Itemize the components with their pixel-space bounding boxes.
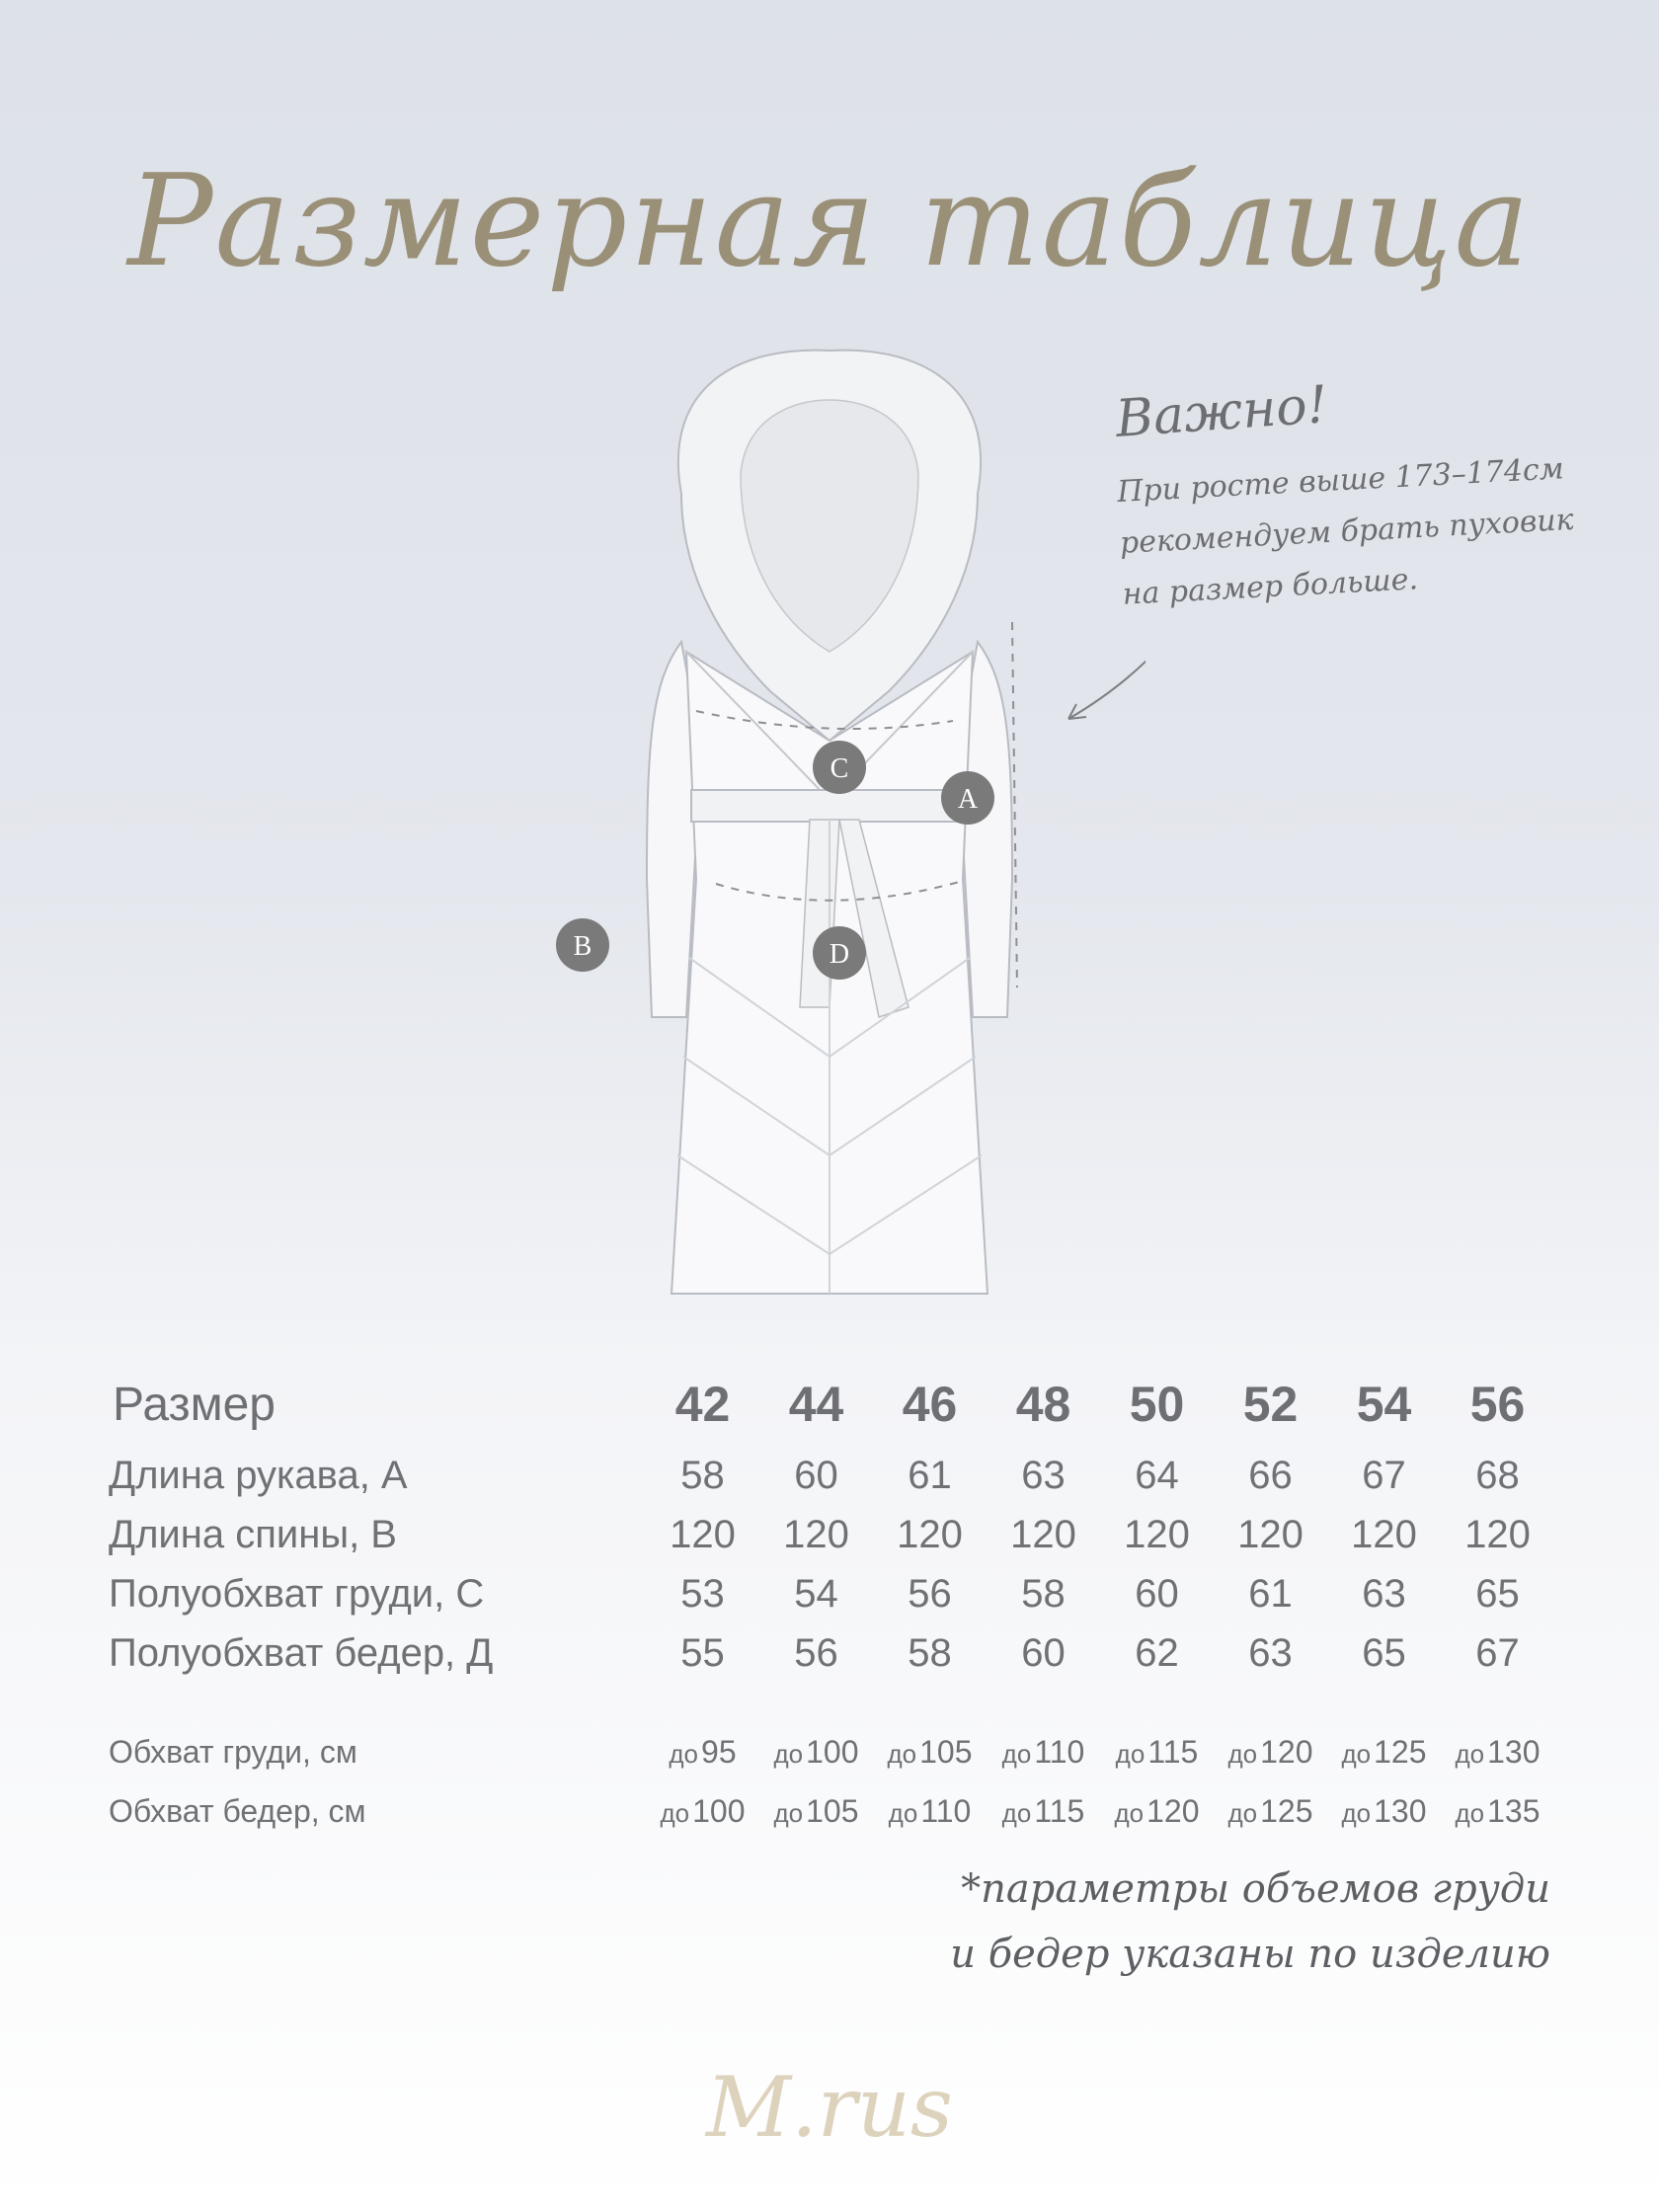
- prefix: до: [1341, 1797, 1372, 1828]
- value: 130: [1487, 1733, 1540, 1770]
- table-cell: 58: [908, 1630, 952, 1675]
- svg-text:B: B: [573, 931, 592, 962]
- value: 120: [1146, 1792, 1200, 1829]
- table-cell: [873, 1722, 987, 1781]
- value: 125: [1260, 1792, 1313, 1829]
- size-header-row: [99, 1363, 1554, 1446]
- table-cell: [646, 1781, 759, 1841]
- table-cell: 60: [1021, 1630, 1066, 1675]
- table-cell: [873, 1781, 987, 1841]
- table-cell: 120: [1351, 1512, 1417, 1556]
- table-cell: 68: [1475, 1453, 1520, 1497]
- table-cell: 120: [670, 1512, 736, 1556]
- table-cell: [1327, 1722, 1441, 1781]
- value: 115: [1034, 1792, 1085, 1829]
- prefix: до: [1455, 1738, 1485, 1769]
- table-row: [99, 1564, 1554, 1623]
- prefix: до: [1341, 1738, 1372, 1769]
- row-label: Длина спины, В: [109, 1512, 397, 1556]
- row-label: Обхват бедер, см: [109, 1792, 366, 1829]
- footnote-line: *параметры объемов груди: [961, 1866, 1550, 1912]
- prefix: до: [773, 1797, 804, 1828]
- prefix: до: [1114, 1797, 1145, 1828]
- table-row: [99, 1781, 1554, 1841]
- coat-illustration: [514, 326, 1146, 1313]
- row-label: Обхват груди, см: [109, 1733, 357, 1770]
- table-cell: [987, 1722, 1100, 1781]
- table-row: [99, 1505, 1554, 1564]
- table-cell: 64: [1135, 1453, 1179, 1497]
- table-cell: [646, 1722, 759, 1781]
- table-cell: 67: [1475, 1630, 1520, 1675]
- table-row: [99, 1623, 1554, 1683]
- row-label: Полуобхват бедер, Д: [109, 1630, 494, 1675]
- table-cell: 63: [1248, 1630, 1293, 1675]
- table-cell: 63: [1021, 1453, 1066, 1497]
- table-cell: [759, 1722, 873, 1781]
- table-cell: 56: [794, 1630, 838, 1675]
- table-cell: 63: [1362, 1571, 1406, 1616]
- prefix: до: [773, 1738, 804, 1769]
- table-spacer: [99, 1683, 1554, 1722]
- table-cell: 55: [680, 1630, 725, 1675]
- table-cell: 65: [1475, 1571, 1520, 1616]
- size-value: 44: [788, 1377, 844, 1432]
- value: 105: [806, 1792, 859, 1829]
- prefix: до: [669, 1738, 699, 1769]
- value: 135: [1487, 1792, 1540, 1829]
- table-cell: [1214, 1722, 1327, 1781]
- table-cell: 62: [1135, 1630, 1179, 1675]
- table-cell: [1441, 1722, 1554, 1781]
- table-cell: 120: [1237, 1512, 1304, 1556]
- prefix: до: [660, 1797, 690, 1828]
- note-heading: Важно!: [1113, 375, 1330, 449]
- marker-d: [813, 926, 866, 980]
- prefix: до: [1115, 1738, 1146, 1769]
- table-cell: 67: [1362, 1453, 1406, 1497]
- footnote: [918, 1856, 1550, 1987]
- prefix: до: [1455, 1797, 1485, 1828]
- size-value: 46: [902, 1377, 958, 1432]
- row-label: Полуобхват груди, С: [109, 1571, 485, 1616]
- table-cell: 66: [1248, 1453, 1293, 1497]
- size-value: 42: [674, 1377, 731, 1432]
- table-cell: [1100, 1781, 1214, 1841]
- svg-text:A: A: [957, 784, 979, 815]
- table-cell: 65: [1362, 1630, 1406, 1675]
- table-cell: [1327, 1781, 1441, 1841]
- size-value: 52: [1242, 1377, 1299, 1432]
- note-text: [1116, 440, 1636, 621]
- svg-text:C: C: [830, 753, 849, 784]
- svg-text:D: D: [829, 939, 850, 970]
- table-cell: [987, 1781, 1100, 1841]
- size-value: 50: [1129, 1377, 1185, 1432]
- table-cell: [1214, 1781, 1327, 1841]
- value: 120: [1260, 1733, 1313, 1770]
- brand-logo: M.rus: [705, 2059, 954, 2156]
- marker-a: [941, 771, 994, 825]
- table-cell: 58: [1021, 1571, 1066, 1616]
- table-row: [99, 1722, 1554, 1781]
- table-cell: 61: [1248, 1571, 1293, 1616]
- table-cell: [1441, 1781, 1554, 1841]
- prefix: до: [1227, 1738, 1258, 1769]
- table-cell: 54: [794, 1571, 838, 1616]
- value: 100: [806, 1733, 859, 1770]
- prefix: до: [1001, 1738, 1032, 1769]
- size-value: 56: [1469, 1377, 1526, 1432]
- table-cell: 120: [1010, 1512, 1076, 1556]
- table-cell: 60: [1135, 1571, 1179, 1616]
- row-label: Длина рукава, А: [109, 1453, 408, 1497]
- note-line: рекомендуем брать пуховик: [1119, 502, 1575, 561]
- table-cell: 58: [680, 1453, 725, 1497]
- prefix: до: [888, 1797, 918, 1828]
- page-title: Размерная таблица: [127, 148, 1532, 295]
- value: 130: [1374, 1792, 1427, 1829]
- note-line: При росте выше 173–174см: [1116, 451, 1565, 510]
- important-note: [1113, 375, 1629, 621]
- prefix: до: [887, 1738, 917, 1769]
- size-header-label: Размер: [113, 1378, 276, 1431]
- size-table: [99, 1363, 1554, 1841]
- marker-b: [556, 918, 609, 972]
- value: 110: [1034, 1733, 1085, 1770]
- table-cell: 120: [1464, 1512, 1531, 1556]
- table-cell: [759, 1781, 873, 1841]
- size-value: 54: [1356, 1377, 1412, 1432]
- table-cell: 61: [908, 1453, 952, 1497]
- prefix: до: [1001, 1797, 1032, 1828]
- table-row: [99, 1446, 1554, 1505]
- note-line: на размер больше.: [1121, 562, 1419, 612]
- marker-c: [813, 741, 866, 794]
- table-cell: 60: [794, 1453, 838, 1497]
- prefix: до: [1227, 1797, 1258, 1828]
- value: 105: [919, 1733, 973, 1770]
- value: 100: [692, 1792, 746, 1829]
- footnote-line: и бедер указаны по изделию: [950, 1932, 1550, 1977]
- table-cell: 120: [783, 1512, 849, 1556]
- size-value: 48: [1015, 1377, 1071, 1432]
- table-cell: 120: [1124, 1512, 1190, 1556]
- table-cell: 120: [897, 1512, 963, 1556]
- value: 125: [1374, 1733, 1427, 1770]
- value: 115: [1147, 1733, 1199, 1770]
- table-cell: 53: [680, 1571, 725, 1616]
- value: 110: [920, 1792, 972, 1829]
- table-cell: [1100, 1722, 1214, 1781]
- table-cell: 56: [908, 1571, 952, 1616]
- value: 95: [701, 1733, 737, 1770]
